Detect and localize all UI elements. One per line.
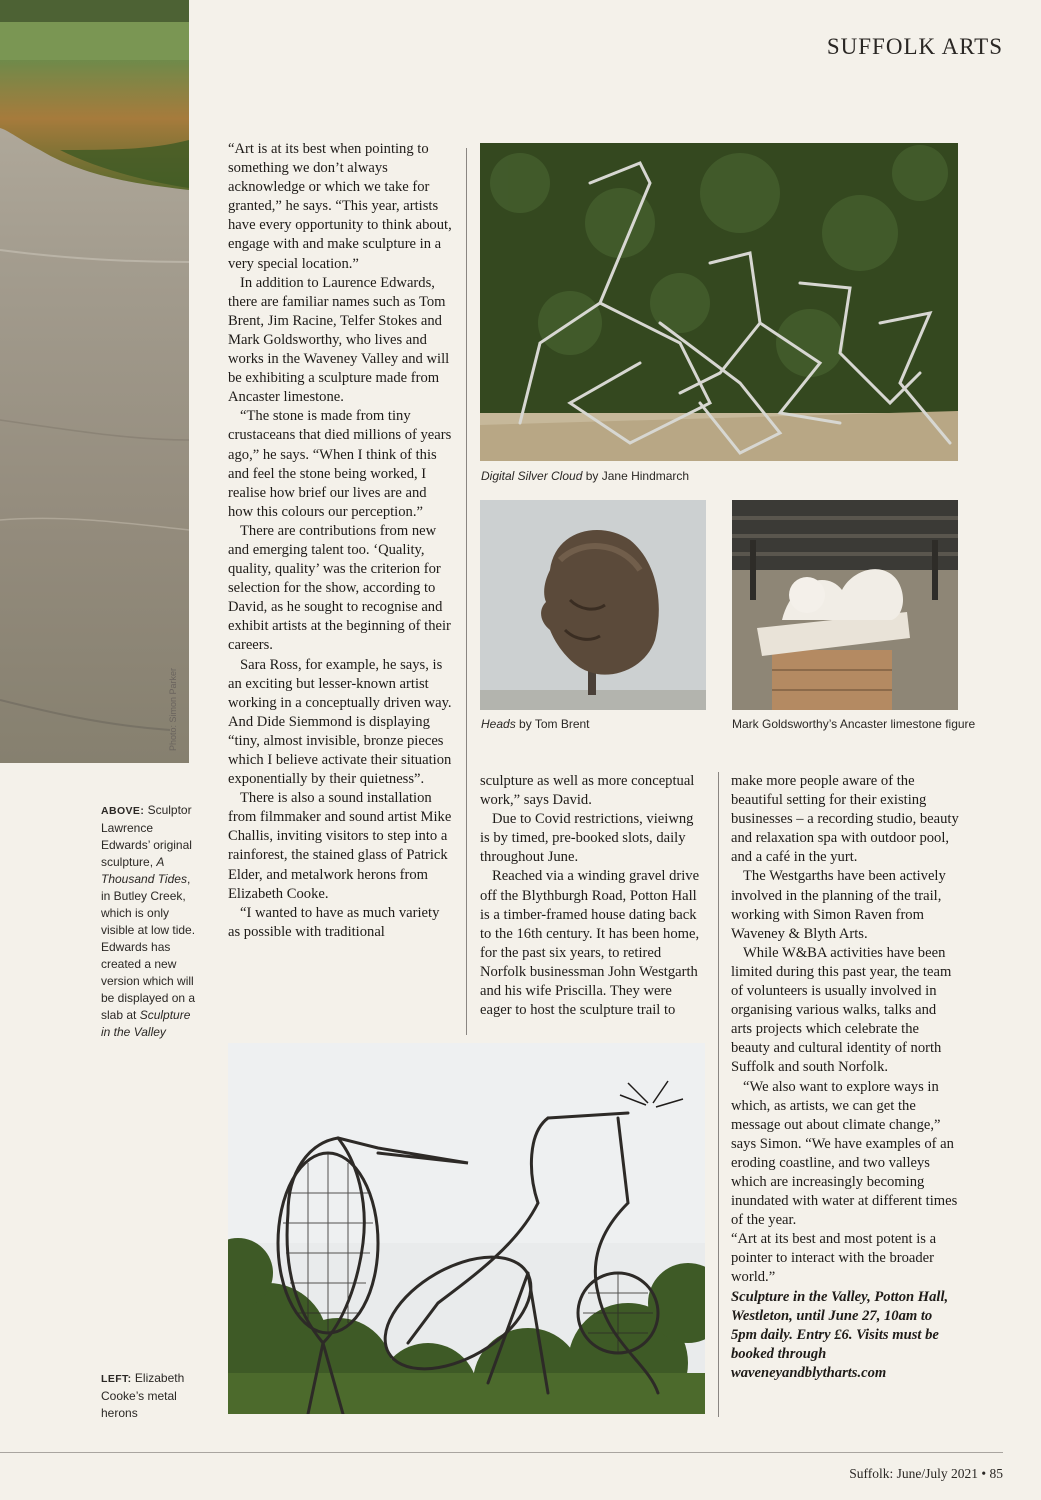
paragraph: “Art at its best and most potent is a pointer to interact with the broader world.”: [731, 1231, 937, 1286]
paragraph: “Art is at its best when pointing to something we don’t always acknowledge or which we take for granted,” he says. “This year, artists have every opportunity to think about, engage with and make sculpture in a very special location.”: [228, 141, 452, 272]
paragraph: Reached via a winding gravel drive off the Blythburgh Road, Potton Hall is a timber-framed house dating back to the 16th century. It has been home, for the past six years, to retired Norfolk businessman John Westgarth and his wife Priscilla. They were eager to host the sculpture trail to: [480, 868, 700, 1019]
silver-cloud-title: Digital Silver Cloud: [481, 469, 583, 483]
silver-cloud-caption: [481, 468, 689, 484]
paragraph: Due to Covid restrictions, vieiwng is by timed, pre-booked slots, daily throughout June.: [480, 811, 694, 866]
left-caption: [101, 1370, 201, 1422]
herons-image: [228, 1043, 705, 1414]
silver-cloud-artist: by Jane Hindmarch: [582, 469, 690, 483]
heads-image: [480, 500, 706, 710]
article-column-2: [480, 772, 705, 1020]
photo-credit: Photo: Simon Parker: [168, 668, 178, 752]
footer-rule: [0, 1452, 1003, 1453]
goldsworthy-caption: Mark Goldsworthy’s Ancaster limestone figure: [732, 717, 976, 731]
left-caption-label: LEFT:: [101, 1373, 132, 1385]
paragraph: sculpture as well as more conceptual work,” says David.: [480, 773, 695, 809]
silver-cloud-photo: [480, 143, 958, 461]
herons-photo: [228, 1043, 705, 1414]
column-divider: [466, 148, 467, 1035]
above-caption-venue: Sculpture in the Valley: [101, 1008, 191, 1039]
paragraph: In addition to Laurence Edwards, there are familiar names such as Tom Brent, Jim Racine, Telfer Stokes and Mark Goldsworthy, who lives and works in the Waveney Valley and will be exhibiting a sculpture made from Ancaster limestone.: [228, 274, 450, 406]
silver-cloud-image: [480, 143, 958, 461]
heads-caption: [481, 716, 590, 732]
heads-photo: [480, 500, 706, 710]
paragraph: While W&BA activities have been limited during this past year, the team of volunteers is usually involved in organising various walks, talks and arts projects which celebrate the beauty and cultural identity of north Suffolk and south Norfolk.: [731, 944, 952, 1076]
paragraph: There is also a sound installation from filmmaker and sound artist Mike Challis, inviting visitors to step into a rainforest, the stained glass of Patrick Elder, and metalwork herons from Elizabeth Cooke.: [228, 790, 452, 902]
creek-photo: [0, 0, 189, 763]
above-caption-title: A Thousand Tides: [101, 855, 187, 886]
above-caption: [101, 802, 201, 1041]
left-caption-text: Elizabeth Cooke’s metal herons: [101, 1371, 185, 1420]
paragraph: “We also want to explore ways in which, as artists, we can get the message out about climate change,” says Simon. “We have examples of an eroding coastline, and two valleys which are increasingly becoming inundated with water at different times of the year.: [731, 1078, 958, 1229]
section-heading: SUFFOLK ARTS: [826, 34, 1003, 59]
above-caption-text: Sculptor Lawrence Edwards’ original sculpture,: [101, 803, 192, 869]
column-divider: [718, 772, 719, 1417]
paragraph: The Westgarths have been actively involved in the planning of the trail, working with Simon Raven from Waveney & Blyth Arts.: [731, 868, 946, 942]
paragraph: make more people aware of the beautiful setting for their existing businesses – a recording studio, beauty and relaxation spa with outdoor pool, and a café in the yurt.: [731, 773, 959, 866]
heads-artist: by Tom Brent: [515, 717, 590, 731]
paragraph: “The stone is made from tiny crustaceans that died millions of years ago,” he says. “When I think of this and feel the stone being worked, I realise how brief our lives are and how this colours our perception.”: [228, 408, 452, 520]
event-info: Sculpture in the Valley, Potton Hall, Westleton, until June 27, 10am to 5pm daily. Entry £6. Visits must be booked through waveneyandblytharts.com: [731, 1288, 949, 1381]
above-caption-label: ABOVE:: [101, 805, 145, 817]
above-caption-text-2: , in Butley Creek, which is only visible at low tide. Edwards has created a new version which will be displayed on a slab at: [101, 872, 196, 1022]
paragraph: “I wanted to have as much variety as possible with traditional: [228, 904, 440, 940]
goldsworthy-photo: [732, 500, 958, 710]
paragraph: Sara Ross, for example, he says, is an exciting but lesser-known artist working in a conceptually driven way. And Dide Siemmond is displaying “tiny, almost invisible, bronze pieces which I believe activate their situation exponentially by their quietness”.: [228, 656, 452, 788]
creek-image: [0, 0, 189, 763]
heads-title: Heads: [481, 717, 516, 731]
goldsworthy-image: [732, 500, 958, 710]
article-column-1: [228, 140, 452, 942]
article-column-3: [731, 772, 959, 1383]
page-footer: Suffolk: June/July 2021 • 85: [849, 1466, 1003, 1481]
paragraph: There are contributions from new and emerging talent too. ‘Quality, quality, quality’ was the criterion for selection for the show, according to David, as he sought to recognise and exhibit artists at the beginning of their careers.: [228, 522, 451, 654]
